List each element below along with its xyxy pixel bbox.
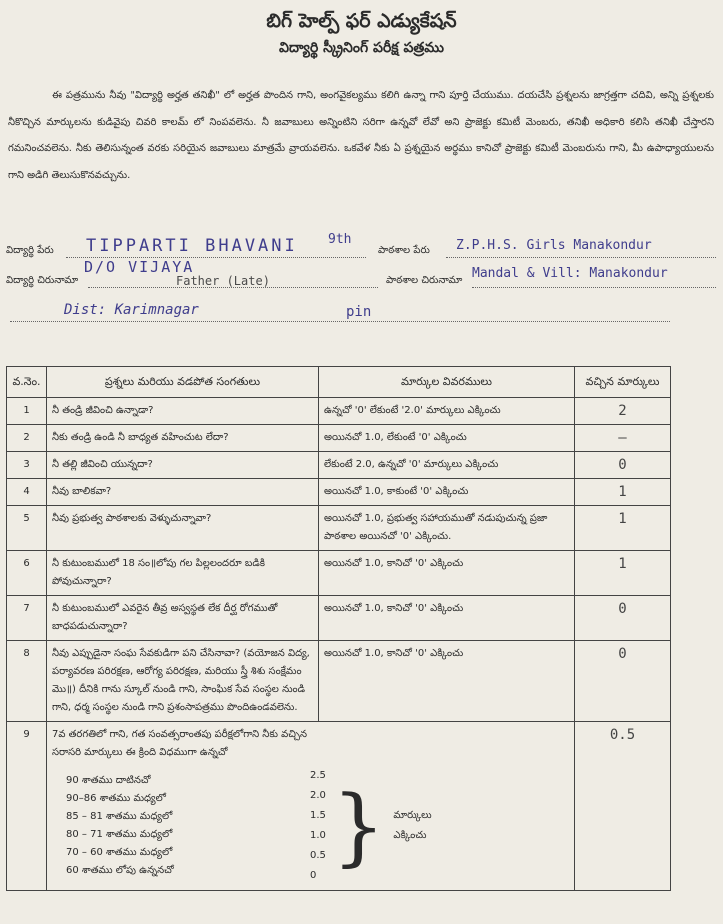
row-marks[interactable]: — <box>575 425 671 452</box>
row-marks[interactable]: 0 <box>575 641 671 722</box>
grade-line: 90–86 శాతము మధ్యలో <box>66 793 166 804</box>
row-question: నీ కుటుంబములో 18 సం॥లోపు గల పిల్లలందరూ బడికి పోవుచున్నారా? <box>47 551 319 596</box>
col-header-question: ప్రశ్నలు మరియు వడపోత సంగతులు <box>47 367 319 398</box>
address-field-row <box>6 258 718 290</box>
table-row <box>7 398 671 425</box>
row9-grade-list <box>52 772 310 880</box>
row-criteria: అయినచో 1.0, లేకుంటే '0' ఎక్కించు <box>319 425 575 452</box>
scale-value: 2.0 <box>310 790 326 801</box>
row-question: నీ కుటుంబములో ఎవరైన తీవ్ర అస్వస్థత లేక దీర్ఘ రోగముతో బాధపడుచున్నారా? <box>47 596 319 641</box>
col-header-serial: వ.నెం. <box>7 367 47 398</box>
row9-grade-scale <box>52 766 569 886</box>
form-subtitle: విద్యార్థి స్క్రీనింగ్ పరీక్ష పత్రము <box>279 40 444 56</box>
row-number: 9 <box>7 722 47 891</box>
col-header-criteria: మార్కుల వివరములు <box>319 367 575 398</box>
row-marks[interactable]: 0 <box>575 596 671 641</box>
row-criteria: లేకుంటే 2.0, ఉన్నచో '0' మార్కులు ఎక్కించు <box>319 452 575 479</box>
table-row <box>7 425 671 452</box>
row-criteria: అయినచో 1.0, కానిచో '0' ఎక్కించు <box>319 596 575 641</box>
screening-table <box>6 366 671 891</box>
scale-value: 1.5 <box>310 810 326 821</box>
row-marks[interactable]: 1 <box>575 479 671 506</box>
row-question: నీ తల్లి జీవించి యున్నదా? <box>47 452 319 479</box>
row-criteria: అయినచో 1.0, కాకుంటే '0' ఎక్కించు <box>319 479 575 506</box>
grade-line: 80 – 71 శాతము మధ్యలో <box>66 829 173 840</box>
row-criteria: అయినచో 1.0, కానిచో '0' ఎక్కించు <box>319 641 575 722</box>
instructions-paragraph: ఈ పత్రమును నీవు "విద్యార్థి అర్హత తనిఖీ" లో అర్హత పొందిన గాని, అంగవైకల్యము కలిగి ఉన్నా గాని పూర్తి చేయుము. దయచేసి ప్రశ్నలను జాగ్రత్తగా చదివి, అన్ని ప్రశ్నలకు నీకొచ్చిన మార్కులను కుడివైపు చివరి కాలమ్ లో నింపవలెను. నీ జవాబులు అన్నింటిని సరిగా ఉన్నవో లేవో అని ప్రాజెక్టు కమిటీ మెంబరు, తనిఖీ అధికారి కలిసి తనిఖీ చేస్తారని గమనించవలెను. నీకు తెలిసున్నంత వరకు సరియైన జవాబులు మాత్రమే వ్రాయవలెను. ఒకవేళ నీకు ఏ ప్రశ్నయైన అర్థము కానిచో ప్రాజెక్టు కమిటీ మెంబరును గాని, మీ ఉపాధ్యాయులను గాని అడిగి తెలుసుకొనవచ్చును. <box>8 90 714 181</box>
scale-value: 2.5 <box>310 770 326 781</box>
grade-line: 70 – 60 శాతము మధ్యలో <box>66 847 173 858</box>
form-title: బిగ్ హెల్ప్ ఫర్ ఎడ్యుకేషన్ <box>266 10 457 32</box>
row-number: 5 <box>7 506 47 551</box>
student-name-label: విద్యార్థి పేరు <box>6 245 54 256</box>
row9-scale-values <box>310 766 326 886</box>
row-number: 8 <box>7 641 47 722</box>
grade-line: 90 శాతము దాటినచో <box>66 775 151 786</box>
address-pencil-note[interactable]: Father (Late) <box>176 274 270 288</box>
row-number: 1 <box>7 398 47 425</box>
row-question: నీ తండ్రి జీవించి ఉన్నాడా? <box>47 398 319 425</box>
row-number: 7 <box>7 596 47 641</box>
row-question: నీవు బాలికవా? <box>47 479 319 506</box>
school-address-line <box>472 286 716 288</box>
school-address-value[interactable]: Mandal & Vill: Manakondur <box>472 266 668 281</box>
row-number: 4 <box>7 479 47 506</box>
table-row <box>7 641 671 722</box>
row9-question-cell <box>47 722 575 891</box>
district-field-row <box>6 300 718 324</box>
grade-line: 60 శాతము లోపు ఉన్ననచో <box>66 865 174 876</box>
row-number: 2 <box>7 425 47 452</box>
row-number: 6 <box>7 551 47 596</box>
school-name-label: పాఠశాల పేరు <box>378 245 430 256</box>
row-criteria: ఉన్నచో '0' లేకుంటే '2.0' మార్కులు ఎక్కించు <box>319 398 575 425</box>
row-criteria: అయినచో 1.0, కానిచో '0' ఎక్కించు <box>319 551 575 596</box>
row9-intro: 7వ తరగతిలో గాని, గత సంవత్సరాంతపు పరీక్షలోగాని నీకు వచ్చిన సరాసరి మార్కులు ఈ క్రింది విధముగా ఉన్నచో <box>52 729 307 758</box>
row-marks[interactable]: 1 <box>575 506 671 551</box>
district-line <box>10 320 670 322</box>
scale-value: 1.0 <box>310 830 326 841</box>
row-marks[interactable]: 1 <box>575 551 671 596</box>
curly-brace-icon: } <box>331 777 386 875</box>
col-header-marks: వచ్చిన మార్కులు <box>575 367 671 398</box>
student-name-value[interactable]: TIPPARTI BHAVANI <box>86 236 298 256</box>
table-row <box>7 551 671 596</box>
row-criteria: అయినచో 1.0, ప్రభుత్వ సహాయముతో నడుపుచున్న ప్రజా పాఠశాల అయినచో '0' ఎక్కించు. <box>319 506 575 551</box>
class-value[interactable]: 9th <box>328 232 352 247</box>
address-line2-value[interactable]: Dist: Karimnagar <box>64 302 199 318</box>
school-name-value[interactable]: Z.P.H.S. Girls Manakondur <box>456 238 652 253</box>
row-question: నీకు తండ్రి ఉండి నీ బాధ్యత వహించుట లేదా? <box>47 425 319 452</box>
row-question: నీవు ఎప్పుడైనా సంఘ సేవకుడిగా పని చేసినావా? (వయోజన విద్య, పర్యావరణ పరిరక్షణ, ఆరోగ్య పరిరక్షణ, మరియు స్త్రీ శిశు సంక్షేమం మొ॥) దీనికి గాను స్కూల్ నుండి గాని, సాంఘిక సేవ సంస్థల నుండి గాని, ధర్మ సంస్థల నుండి గాని ప్రశంసాపత్రము పొందిఉండవలెను. <box>47 641 319 722</box>
row-marks[interactable]: 2 <box>575 398 671 425</box>
address-line1-value[interactable]: D/O VIJAYA <box>84 258 195 276</box>
row-question: నీవు ప్రభుత్వ పాఠశాలకు వెళ్ళుచున్నావా? <box>47 506 319 551</box>
row9-scale-label: మార్కులు ఎక్కించు <box>393 810 432 841</box>
table-header-row <box>7 367 671 398</box>
table-row <box>7 506 671 551</box>
row-marks[interactable]: 0 <box>575 452 671 479</box>
table-row <box>7 722 671 891</box>
pin-value[interactable]: pin <box>346 304 372 320</box>
row-marks[interactable]: 0.5 <box>575 722 671 891</box>
name-field-row <box>6 232 718 260</box>
row-number: 3 <box>7 452 47 479</box>
table-row <box>7 452 671 479</box>
table-row <box>7 479 671 506</box>
student-address-label: విద్యార్థి చిరునామా <box>6 275 79 286</box>
school-name-line <box>446 256 716 258</box>
scale-value: 0.5 <box>310 850 326 861</box>
scale-value: 0 <box>310 870 317 881</box>
table-row <box>7 596 671 641</box>
grade-line: 85 – 81 శాతము మధ్యలో <box>66 811 173 822</box>
school-address-label: పాఠశాల చిరునామా <box>386 275 463 286</box>
